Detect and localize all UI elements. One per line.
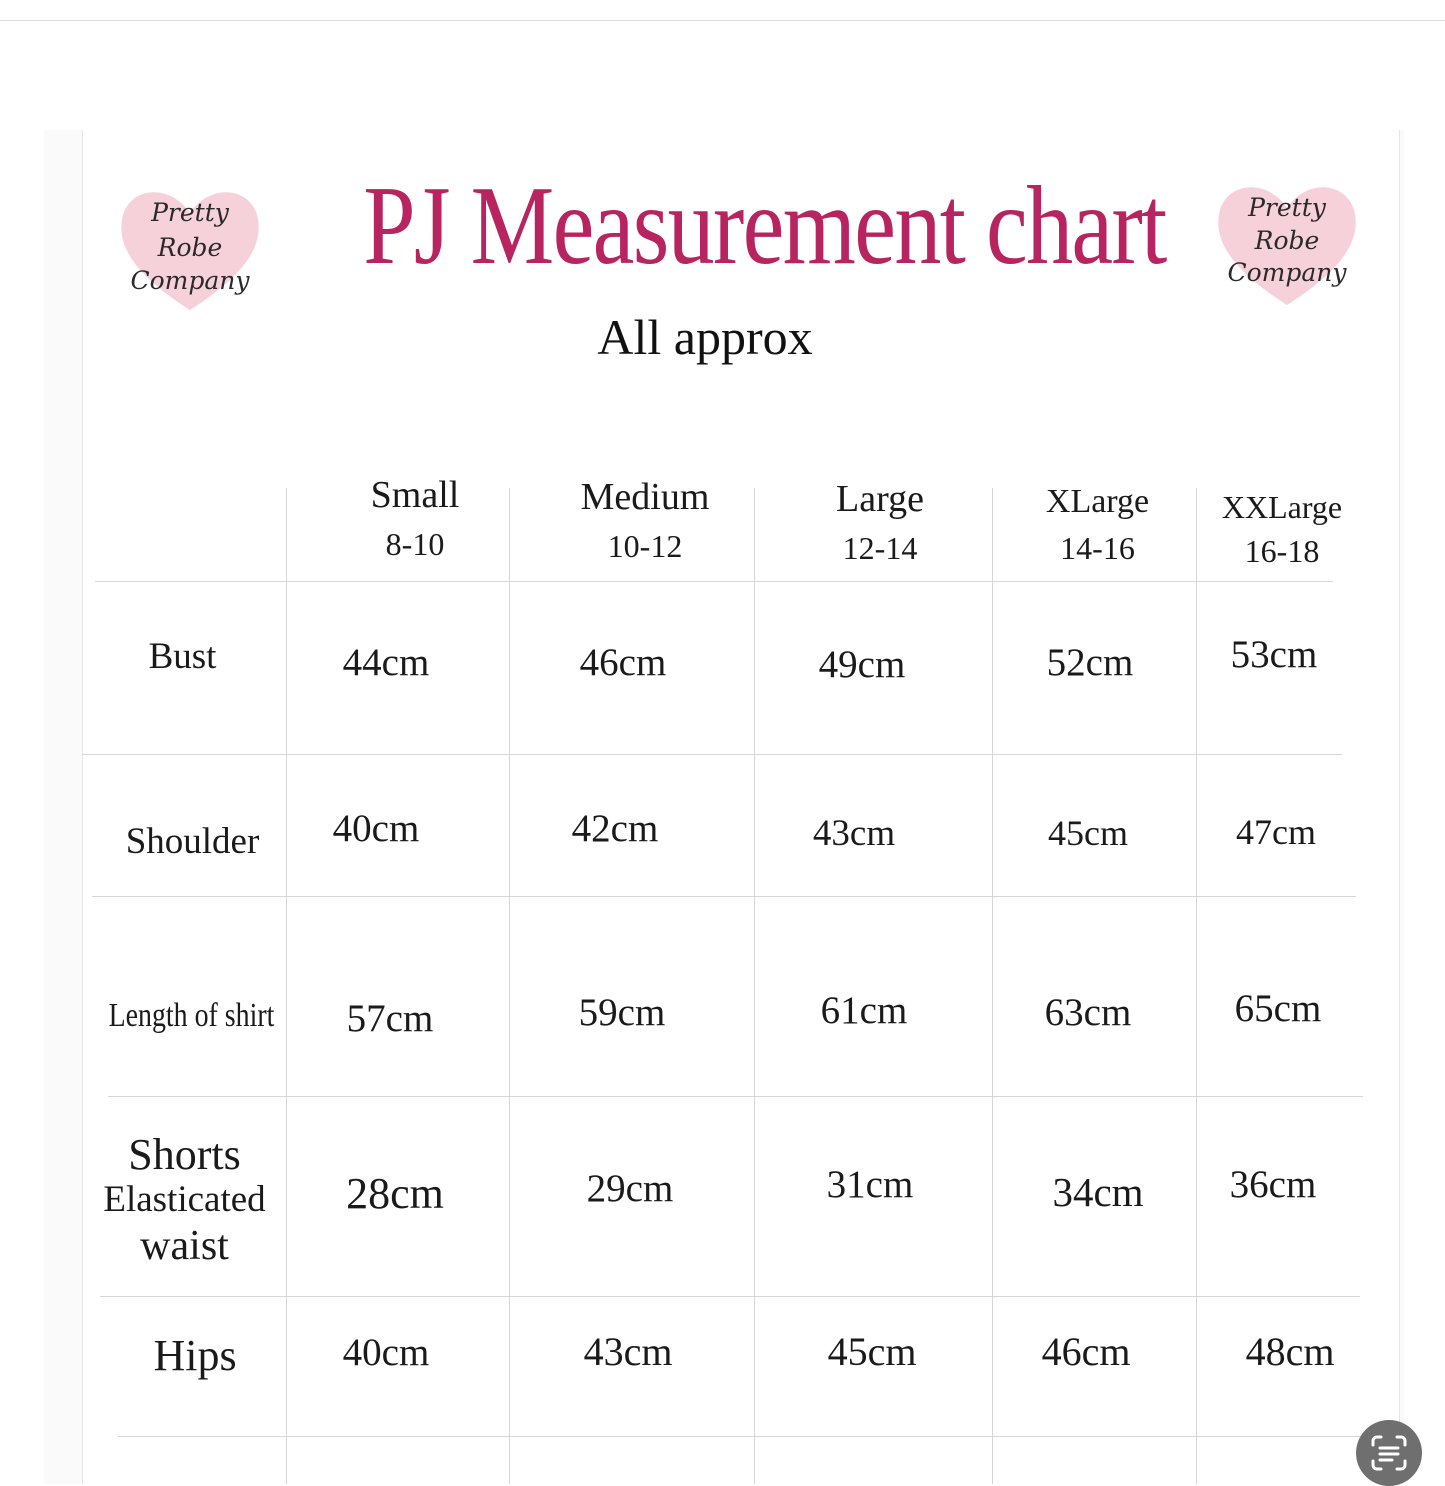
column-size-name: XLarge <box>1045 483 1150 520</box>
column-header-xlarge <box>1030 481 1165 573</box>
column-header-large <box>810 476 950 573</box>
table-cell: 59cm <box>578 991 666 1034</box>
row-label-length-of-shirt <box>108 996 275 1037</box>
column-size-range: 16-18 <box>1244 533 1320 569</box>
logo-left-line-2: Robe <box>157 233 223 262</box>
table-cell: 29cm <box>586 1167 674 1210</box>
table-cell: 28cm <box>346 1169 444 1218</box>
row-label-text: Elasticated <box>103 1179 266 1221</box>
column-size-range: 14-16 <box>1060 529 1135 566</box>
table-cell: 57cm <box>346 997 434 1040</box>
logo-right-line-2: Robe <box>1254 226 1320 255</box>
table-cell: 48cm <box>1245 1329 1335 1374</box>
grid-vline <box>1196 488 1197 1484</box>
column-header-xxlarge <box>1207 487 1357 577</box>
table-cell: 43cm <box>583 1329 673 1374</box>
scan-text-icon <box>1369 1433 1409 1473</box>
column-header-small <box>340 472 490 569</box>
row-label-text: Length of shirt <box>108 997 275 1034</box>
grid-vline <box>286 488 287 1484</box>
column-size-name: Small <box>370 474 460 516</box>
column-size-name: XXLarge <box>1221 489 1343 525</box>
logo-right <box>1212 170 1362 310</box>
row-label-text: Bust <box>148 636 217 677</box>
row-label-text: waist <box>140 1222 229 1269</box>
page-title: PJ Measurement chart <box>363 164 1166 288</box>
grid-vline <box>992 488 993 1484</box>
logo-right-line-1: Pretty <box>1248 193 1326 222</box>
column-size-name: Large <box>836 478 924 520</box>
row-label-text: Shorts <box>128 1130 241 1179</box>
table-cell: 45cm <box>827 1329 917 1374</box>
grid-hline <box>95 581 1333 582</box>
row-label-bust <box>95 635 270 679</box>
grid-hline <box>100 1296 1360 1297</box>
table-cell: 40cm <box>342 1331 430 1374</box>
table-cell: 42cm <box>571 807 659 850</box>
column-size-range: 8-10 <box>385 525 445 562</box>
grid-hline <box>118 1436 1362 1437</box>
row-label-shorts-waist <box>92 1132 277 1269</box>
table-cell: 31cm <box>826 1163 914 1206</box>
table-cell: 46cm <box>579 641 667 684</box>
table-cell: 47cm <box>1236 812 1316 852</box>
table-cell: 40cm <box>332 807 420 850</box>
row-label-shoulder <box>110 820 275 864</box>
table-cell: 46cm <box>1041 1329 1131 1374</box>
table-cell: 36cm <box>1229 1163 1317 1206</box>
table-cell: 65cm <box>1234 987 1322 1030</box>
grid-vline <box>754 488 755 1484</box>
row-label-text: Hips <box>153 1331 237 1380</box>
grid-hline <box>92 896 1356 897</box>
page-subtitle: All approx <box>597 309 813 365</box>
row-label-text: Shoulder <box>125 821 260 862</box>
grid-vline <box>509 488 510 1484</box>
table-cell: 44cm <box>342 641 430 684</box>
top-divider <box>0 20 1445 21</box>
row-label-hips <box>110 1330 280 1383</box>
logo-left-line-1: Pretty <box>151 198 229 227</box>
scan-text-button[interactable] <box>1356 1420 1422 1486</box>
logo-left-line-3: Company <box>130 266 250 295</box>
logo-right-line-3: Company <box>1227 258 1347 287</box>
table-cell: 61cm <box>820 989 908 1032</box>
grid-hline <box>108 1096 1363 1097</box>
table-cell: 43cm <box>812 813 896 854</box>
table-cell: 52cm <box>1046 641 1134 684</box>
table-cell: 53cm <box>1230 633 1318 676</box>
table-cell: 63cm <box>1044 991 1132 1034</box>
grid-hline <box>82 754 1342 755</box>
column-size-range: 10-12 <box>607 527 683 564</box>
table-cell: 45cm <box>1048 813 1128 853</box>
column-size-name: Medium <box>580 476 710 518</box>
table-cell: 34cm <box>1052 1169 1144 1215</box>
column-header-medium <box>565 474 725 571</box>
column-size-range: 12-14 <box>842 529 918 566</box>
logo-left <box>115 175 265 315</box>
table-cell: 49cm <box>818 643 906 686</box>
